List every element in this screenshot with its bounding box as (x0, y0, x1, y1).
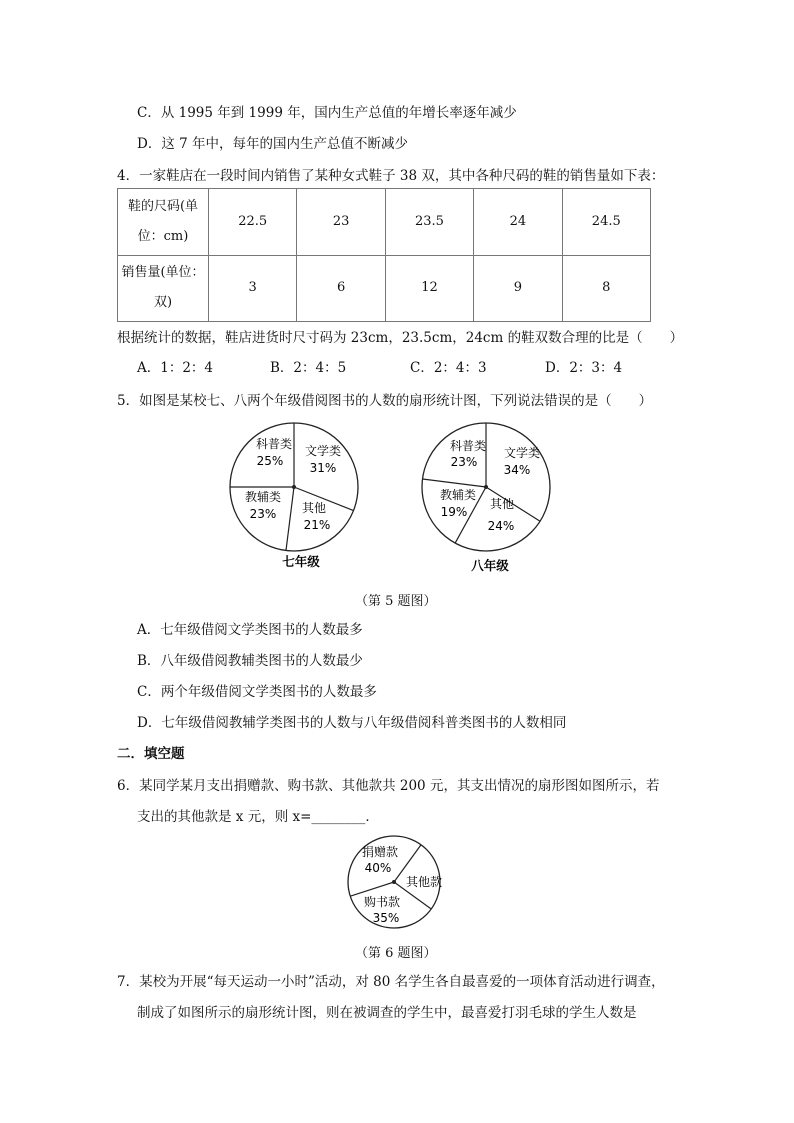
q4-question: 根据统计的数据，鞋店进货时尺寸码为 23cm，23.5cm，24cm 的鞋双数合理的比是（ ） (117, 330, 684, 346)
slice-label: 其他款 (405, 875, 443, 889)
slice-label: 文学类 (503, 446, 541, 460)
q4-option-c: C．2：4：3 (410, 360, 487, 376)
slice-pct: 35% (372, 911, 400, 925)
table-header-size (118, 189, 209, 256)
slice-pct: 24% (487, 519, 515, 533)
q5-option-b: B．八年级借阅教辅类图书的人数最少 (137, 653, 363, 669)
table-cell: 23 (297, 189, 385, 256)
header-text: 双) (153, 295, 173, 311)
slice-label: 捐赠款 (361, 845, 399, 859)
table-cell: 24.5 (562, 189, 650, 256)
grade7-pie-chart (222, 420, 368, 580)
q4-option-b: B．2：4：5 (270, 360, 347, 376)
q4-option-d: D．2：3：4 (545, 360, 623, 376)
pie-center-dot (292, 485, 296, 489)
table-header-sales (118, 255, 209, 322)
slice-label: 购书款 (363, 895, 401, 909)
q6-stem-line2: 支出的其他款是 x 元，则 x=________． (137, 809, 379, 825)
grade8-pie-chart (418, 420, 564, 580)
table-cell: 12 (385, 255, 473, 322)
header-text: 位：cm) (137, 228, 189, 244)
table-cell: 9 (474, 255, 562, 322)
slice-pct: 34% (503, 463, 531, 477)
slice-pct: 40% (364, 861, 392, 875)
header-text: 鞋的尺码(单 (127, 198, 199, 214)
q5-stem: 5．如图是某校七、八两个年级借阅图书的人数的扇形统计图，下列说法错误的是（ ） (117, 393, 653, 409)
q5-figure-caption: （第 5 题图） (355, 594, 437, 609)
slice-label: 教辅类 (439, 488, 477, 502)
slice-pct: 21% (303, 518, 331, 532)
q5-option-a: A．七年级借阅文学类图书的人数最多 (137, 622, 363, 638)
pie-center-dot (484, 485, 488, 489)
slice-label: 科普类 (449, 439, 487, 453)
table-cell: 6 (297, 255, 385, 322)
shoe-size-table (117, 188, 651, 322)
chart-title: 七年级 (282, 554, 320, 569)
slice-label: 教辅类 (244, 490, 282, 504)
section-title: 二．填空题 (117, 746, 185, 762)
q3-option-d: D．这 7 年中，每年的国内生产总值不断减少 (137, 136, 408, 152)
q5-option-c: C．两个年级借阅文学类图书的人数最多 (137, 684, 377, 700)
q7-stem-line1: 7．某校为开展“每天运动一小时”活动，对 80 名学生各自最喜爱的一项体育活动进行调查， (117, 974, 665, 990)
table-row (118, 255, 651, 322)
table-cell: 22.5 (209, 189, 297, 256)
slice-pct: 31% (309, 461, 337, 475)
slice-pct: 23% (249, 507, 277, 521)
q7-stem-line2: 制成了如图所示的扇形统计图，则在被调查的学生中，最喜爱打羽毛球的学生人数是 (137, 1005, 637, 1021)
q4-stem: 4．一家鞋店在一段时间内销售了某种女式鞋子 38 双，其中各种尺码的鞋的销售量如下表： (117, 168, 665, 184)
slice-label: 科普类 (255, 437, 293, 451)
slice-label: 其他 (301, 501, 327, 515)
table-cell: 24 (474, 189, 562, 256)
slice-label: 其他 (489, 497, 515, 511)
slice-pct: 23% (450, 455, 478, 469)
q5-option-d: D．七年级借阅教辅学类图书的人数与八年级借阅科普类图书的人数相同 (137, 715, 567, 731)
table-cell: 23.5 (385, 189, 473, 256)
q3-option-c: C．从 1995 年到 1999 年，国内生产总值的年增长率逐年减少 (137, 105, 517, 121)
header-text: 销售量(单位： (121, 265, 205, 281)
expense-pie-chart (340, 834, 452, 934)
slice-pct: 19% (440, 505, 468, 519)
table-cell: 3 (209, 255, 297, 322)
slice-label: 文学类 (304, 444, 342, 458)
slice-pct: 25% (256, 454, 284, 468)
chart-title: 八年级 (471, 558, 509, 573)
table-cell: 8 (562, 255, 650, 322)
pie-center-dot (392, 880, 396, 884)
table-row (118, 189, 651, 256)
q4-option-a: A．1：2：4 (137, 360, 214, 376)
q6-stem-line1: 6．某同学某月支出捐赠款、购书款、其他款共 200 元，其支出情况的扇形图如图所示，若 (117, 778, 660, 794)
q6-figure-caption: （第 6 题图） (355, 946, 437, 961)
